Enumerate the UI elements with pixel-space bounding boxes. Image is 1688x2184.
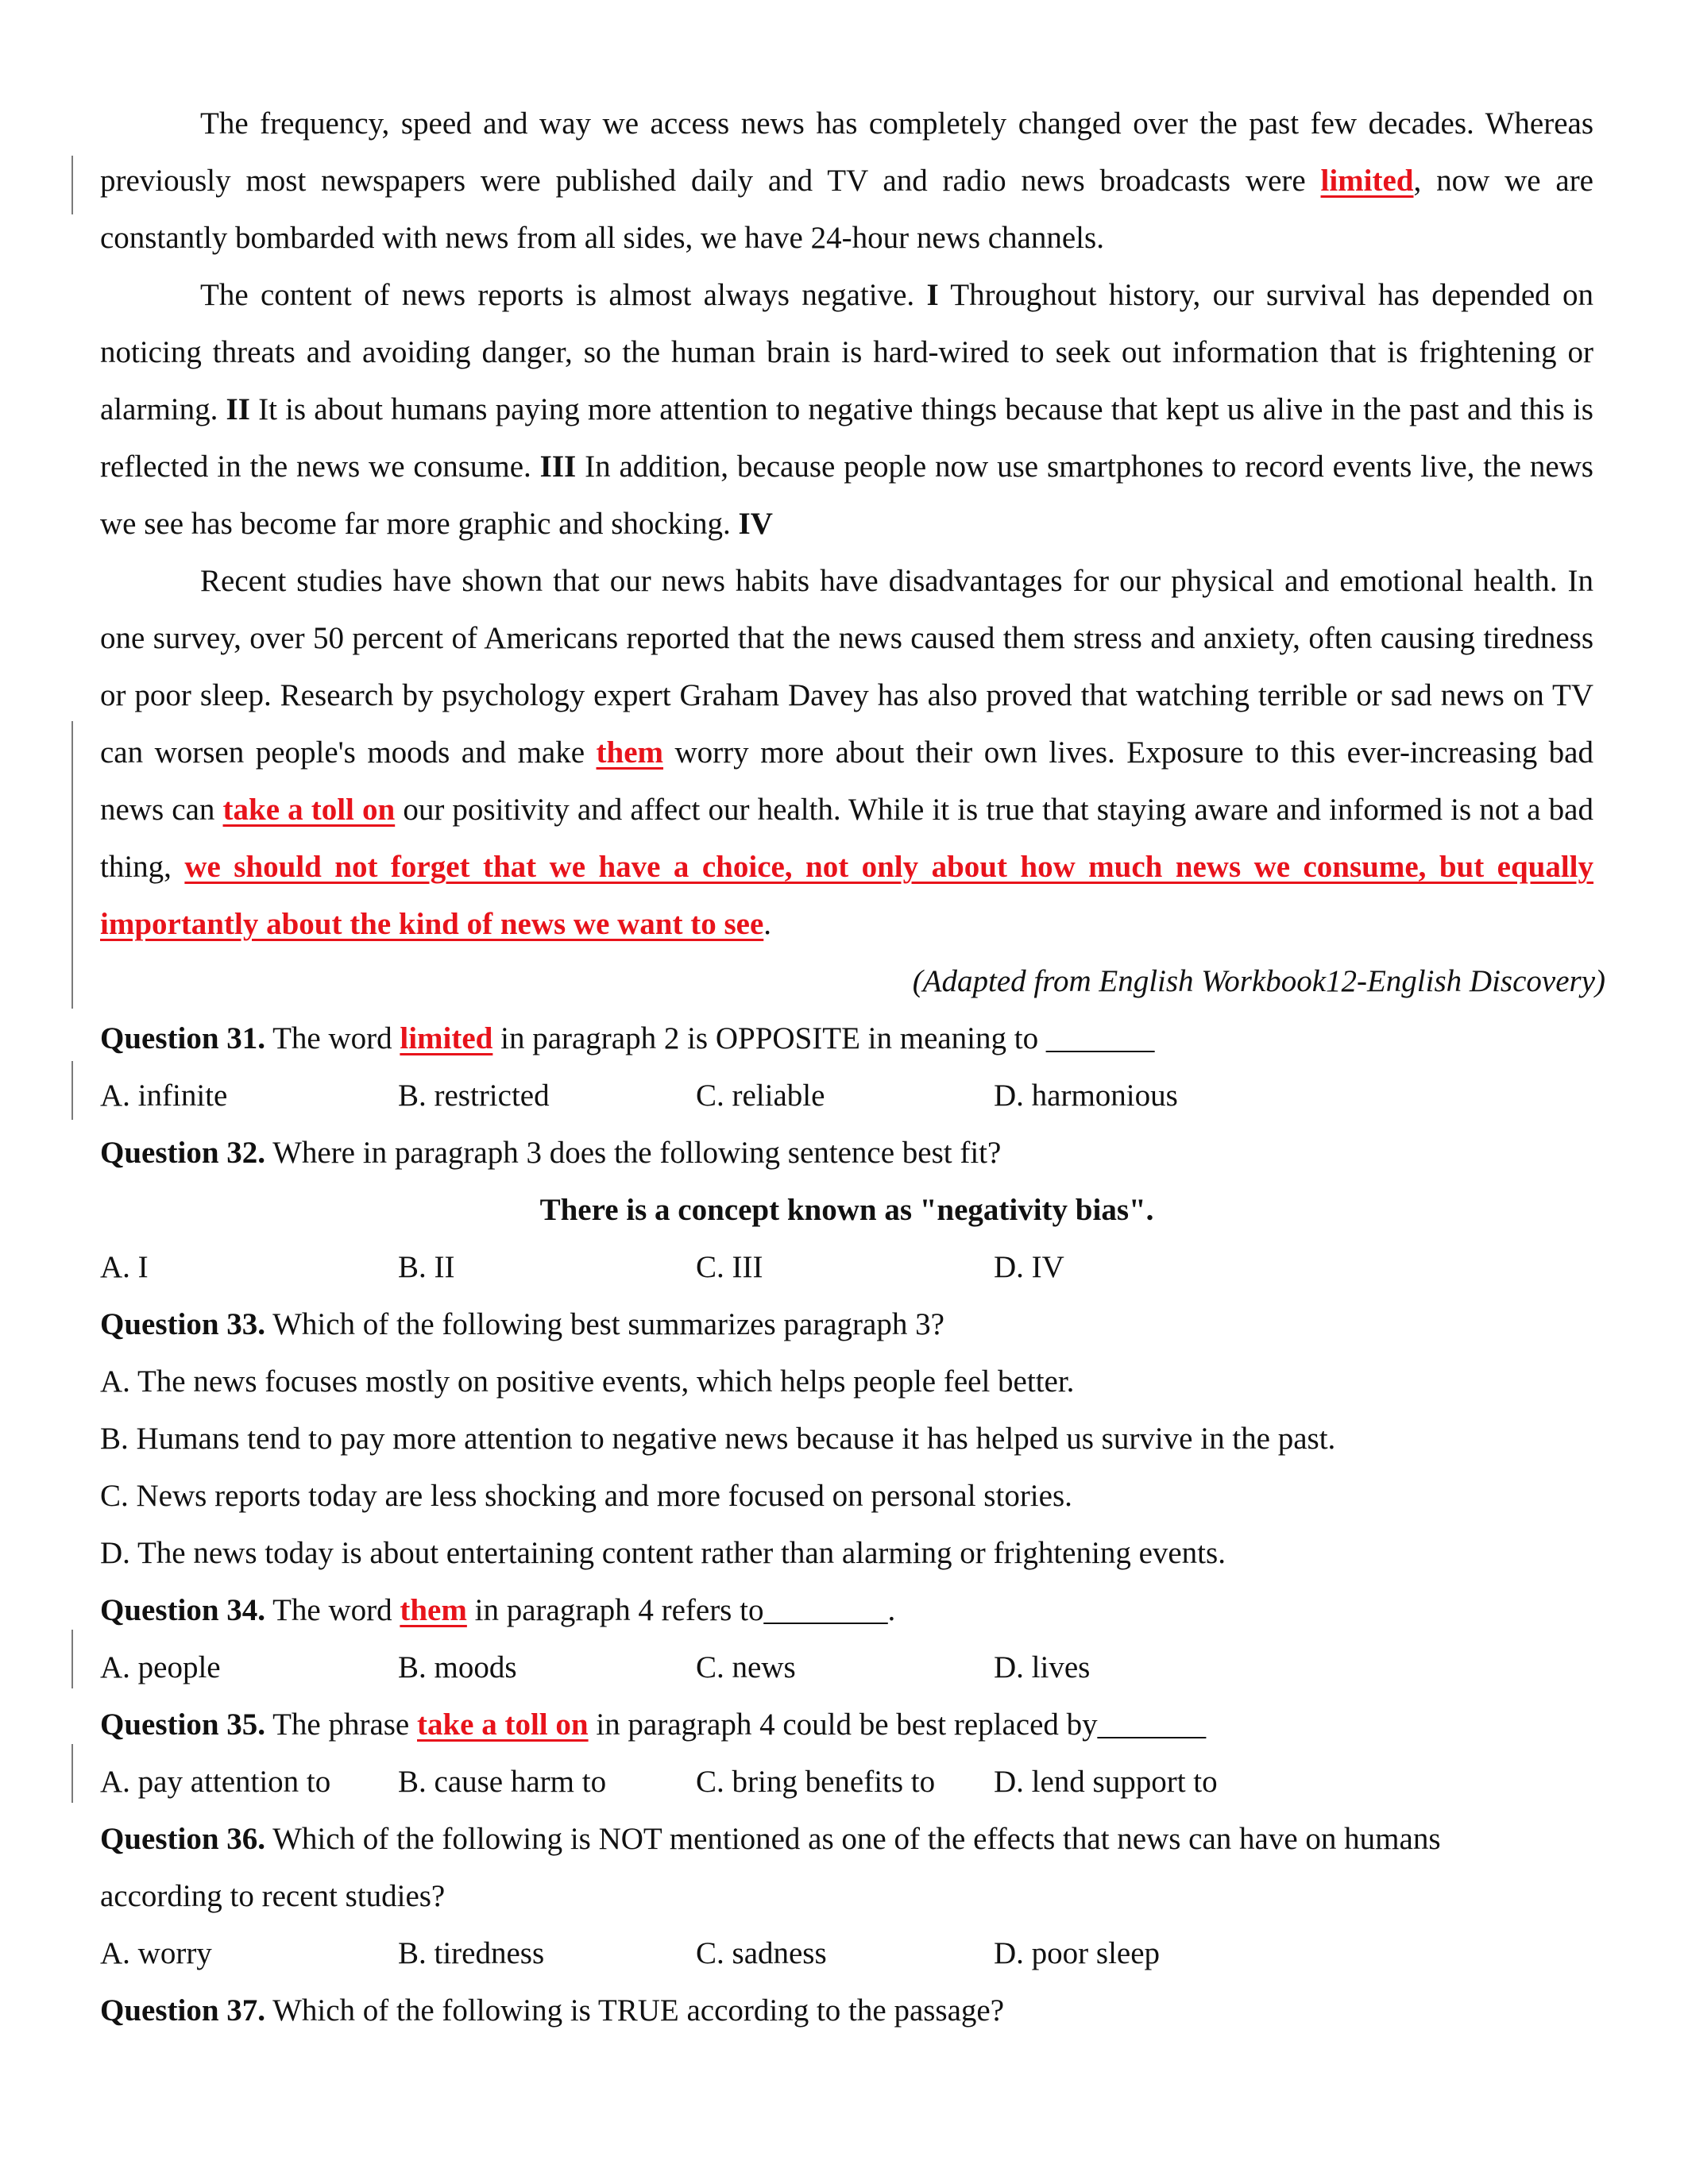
highlight-limited: limited (1320, 164, 1414, 198)
source-citation: (Adapted from English Workbook12-English Discovery) (912, 964, 1605, 998)
option-b: B. tiredness (398, 1936, 545, 1970)
paragraph-2: The frequency, speed and way we access news has completely changed over the past few decades. Whereas previously most newspapers were published daily and TV and radio news broadcasts were limited, now we are constantly bombarded with news from all sides, we have 24-hour news channels. (100, 106, 1593, 255)
option-a: A. infinite (100, 1078, 228, 1113)
highlight-limited: limited (400, 1021, 493, 1055)
question-32-options (100, 1239, 1593, 1296)
question-31-options (100, 1067, 1593, 1125)
option-b: B. restricted (398, 1078, 550, 1113)
question-35: Question 35. The phrase take a toll on in paragraph 4 could be best replaced by_______ (100, 1707, 1207, 1742)
margin-mark (71, 721, 73, 1009)
question-34: Question 34. The word them in paragraph 4 refers to________. (100, 1593, 896, 1627)
paragraph-3: The content of news reports is almost always negative. I Throughout history, our survival has depended on noticing threats and avoiding danger, so the human brain is hard-wired to seek out information that is frightening or alarming. II It is about humans paying more attention to negative things because that kept us alive in the past and this is reflected in the news we consume. III In addition, because people now use smartphones to record events live, the news we see has become far more graphic and shocking. IV (100, 278, 1593, 541)
question-36-options (100, 1925, 1593, 1982)
question-34-options (100, 1639, 1593, 1696)
position-marker-iii: III (539, 450, 577, 484)
option-d: D. The news today is about entertaining content rather than alarming or frightening events. (100, 1536, 1226, 1570)
option-d: D. lives (994, 1650, 1091, 1684)
option-a: A. pay attention to (100, 1765, 331, 1799)
highlight-choice-sentence: we should not forget that we have a choice, not only about how much news we consume, but equally importantly about the kind of news we want to see (100, 850, 1594, 941)
option-c: C. news (696, 1650, 796, 1684)
option-d: D. lend support to (994, 1765, 1218, 1799)
question-33: Question 33. Which of the following best summarizes paragraph 3? (100, 1307, 944, 1341)
option-c: C. reliable (696, 1078, 825, 1113)
option-b: B. II (398, 1250, 455, 1284)
question-32: Question 32. Where in paragraph 3 does the following sentence best fit? (100, 1136, 1002, 1170)
option-a: A. people (100, 1650, 221, 1684)
question-36: Question 36. Which of the following is NOT mentioned as one of the effects that news can have on humans (100, 1822, 1441, 1856)
option-a: A. The news focuses mostly on positive events, which helps people feel better. (100, 1364, 1075, 1399)
option-d: D. IV (994, 1250, 1064, 1284)
option-b: B. cause harm to (398, 1765, 607, 1799)
option-a: A. worry (100, 1936, 212, 1970)
option-a: A. I (100, 1250, 149, 1284)
highlight-take-a-toll-on: take a toll on (222, 793, 396, 827)
highlight-take-a-toll-on: take a toll on (417, 1707, 589, 1742)
option-d: D. poor sleep (994, 1936, 1161, 1970)
position-marker-i: I (926, 278, 939, 312)
position-marker-ii: II (226, 392, 250, 426)
question-37: Question 37. Which of the following is TRUE according to the passage? (100, 1993, 1005, 2028)
option-c: C. III (696, 1250, 763, 1284)
option-b: B. Humans tend to pay more attention to negative news because it has helped us survive in the past. (100, 1422, 1336, 1456)
option-d: D. harmonious (994, 1078, 1178, 1113)
margin-mark (71, 1630, 73, 1688)
highlight-them: them (400, 1593, 467, 1627)
margin-mark (71, 156, 73, 214)
margin-mark (71, 1744, 73, 1803)
question-32-sentence: There is a concept known as "negativity bias". (539, 1193, 1154, 1227)
question-36-continued: according to recent studies? (100, 1879, 446, 1913)
question-35-options (100, 1754, 1593, 1811)
margin-mark (71, 1061, 73, 1120)
document-page (100, 95, 1605, 2039)
position-marker-iv: IV (738, 507, 773, 541)
question-31: Question 31. The word limited in paragraph 2 is OPPOSITE in meaning to _______ (100, 1021, 1155, 1055)
option-c: C. bring benefits to (696, 1765, 936, 1799)
option-c: C. News reports today are less shocking and more focused on personal stories. (100, 1479, 1072, 1513)
option-b: B. moods (398, 1650, 517, 1684)
option-c: C. sadness (696, 1936, 827, 1970)
highlight-them: them (596, 735, 663, 770)
paragraph-4: Recent studies have shown that our news habits have disadvantages for our physical and emotional health. In one survey, over 50 percent of Americans reported that the news caused them stress and anxiety, often causing tiredness or poor sleep. Research by psychology expert Graham Davey has also proved that watching terrible or sad news on TV can worsen people's moods and make them worry more about their own lives. Exposure to this ever-increasing bad news can take a toll on our positivity and affect our health. While it is true that staying aware and informed is not a bad thing, we should not forget that we have a choice, not only about how much news we consume, but equally importantly about the kind of news we want to see. (100, 564, 1594, 941)
